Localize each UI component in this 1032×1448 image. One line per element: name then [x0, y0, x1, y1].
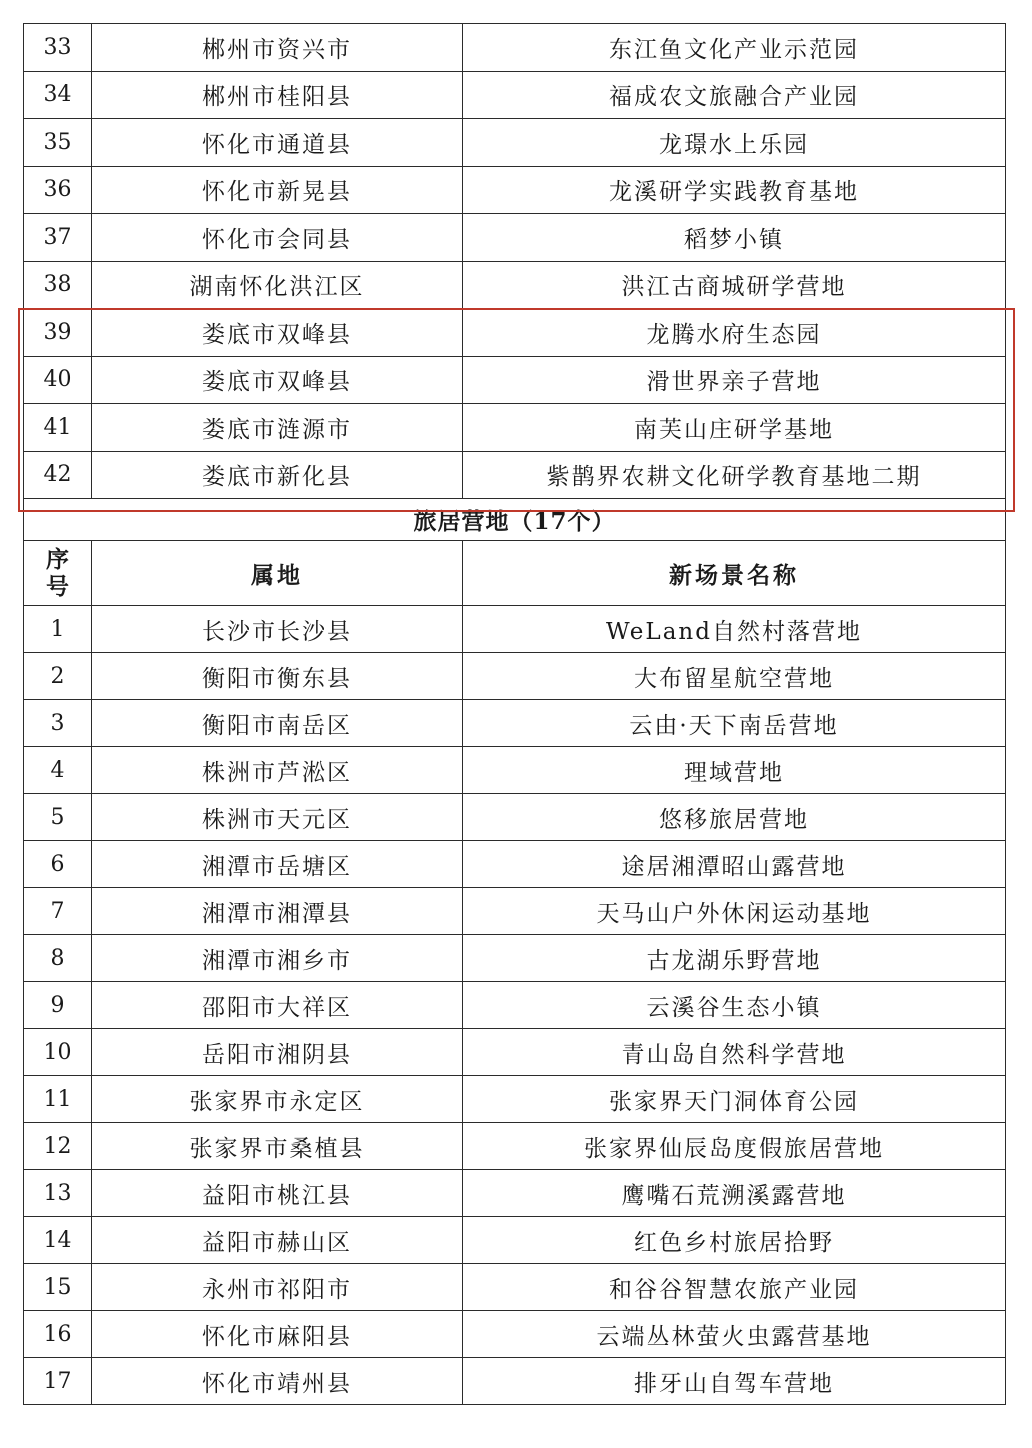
- row-number: 38: [24, 261, 92, 309]
- header-location: 属地: [92, 541, 463, 606]
- row-number: 11: [24, 1076, 92, 1123]
- row-location: 邵阳市大祥区: [92, 982, 463, 1029]
- row-number: 42: [24, 451, 92, 499]
- table-row: [24, 309, 1006, 357]
- camp-rows: [24, 606, 1006, 1405]
- table-row: [24, 166, 1006, 214]
- table-row: [24, 700, 1006, 747]
- row-scene-name: 和谷谷智慧农旅产业园: [463, 1264, 1006, 1311]
- row-number: 10: [24, 1029, 92, 1076]
- row-scene-name: 张家界仙辰岛度假旅居营地: [463, 1123, 1006, 1170]
- row-location: 永州市祁阳市: [92, 1264, 463, 1311]
- row-number: 35: [24, 119, 92, 167]
- row-number: 37: [24, 214, 92, 262]
- table-row: [24, 888, 1006, 935]
- scene-list-table: [23, 23, 1006, 1405]
- row-scene-name: 大布留星航空营地: [463, 653, 1006, 700]
- section-title-row: [24, 499, 1006, 541]
- row-number: 15: [24, 1264, 92, 1311]
- header-row: [24, 541, 1006, 606]
- table-row: [24, 261, 1006, 309]
- row-scene-name: 稻梦小镇: [463, 214, 1006, 262]
- table-row: [24, 653, 1006, 700]
- row-location: 衡阳市衡东县: [92, 653, 463, 700]
- row-number: 9: [24, 982, 92, 1029]
- header-name: 新场景名称: [463, 541, 1006, 606]
- header-seq-label: 序号: [46, 546, 69, 600]
- table-row: [24, 214, 1006, 262]
- row-scene-name: 红色乡村旅居拾野: [463, 1217, 1006, 1264]
- row-scene-name: 云端丛林萤火虫露营基地: [463, 1311, 1006, 1358]
- table-row: [24, 1170, 1006, 1217]
- row-location: 娄底市双峰县: [92, 356, 463, 404]
- row-location: 益阳市桃江县: [92, 1170, 463, 1217]
- row-location: 娄底市双峰县: [92, 309, 463, 357]
- row-number: 41: [24, 404, 92, 452]
- camp-section: [24, 499, 1006, 606]
- row-number: 3: [24, 700, 92, 747]
- row-number: 12: [24, 1123, 92, 1170]
- row-scene-name: 排牙山自驾车营地: [463, 1358, 1006, 1405]
- row-number: 13: [24, 1170, 92, 1217]
- header-seq: [24, 541, 92, 606]
- row-location: 怀化市新晃县: [92, 166, 463, 214]
- row-location: 怀化市通道县: [92, 119, 463, 167]
- table-row: [24, 356, 1006, 404]
- row-scene-name: 龙腾水府生态园: [463, 309, 1006, 357]
- row-location: 益阳市赫山区: [92, 1217, 463, 1264]
- section-title: 旅居营地（17个）: [24, 499, 1006, 541]
- table-row: [24, 841, 1006, 888]
- row-location: 张家界市桑植县: [92, 1123, 463, 1170]
- row-scene-name: 云溪谷生态小镇: [463, 982, 1006, 1029]
- row-scene-name: 福成农文旅融合产业园: [463, 71, 1006, 119]
- row-scene-name: WeLand自然村落营地: [463, 606, 1006, 653]
- row-scene-name: 东江鱼文化产业示范园: [463, 24, 1006, 72]
- document-page: [23, 23, 1005, 1405]
- row-location: 株洲市天元区: [92, 794, 463, 841]
- table-row: [24, 606, 1006, 653]
- row-scene-name: 滑世界亲子营地: [463, 356, 1006, 404]
- table-row: [24, 451, 1006, 499]
- row-number: 40: [24, 356, 92, 404]
- row-scene-name: 天马山户外休闲运动基地: [463, 888, 1006, 935]
- row-scene-name: 洪江古商城研学营地: [463, 261, 1006, 309]
- row-scene-name: 云由·天下南岳营地: [463, 700, 1006, 747]
- row-scene-name: 鹰嘴石荒溯溪露营地: [463, 1170, 1006, 1217]
- row-location: 怀化市麻阳县: [92, 1311, 463, 1358]
- table-row: [24, 794, 1006, 841]
- row-location: 怀化市靖州县: [92, 1358, 463, 1405]
- row-scene-name: 古龙湖乐野营地: [463, 935, 1006, 982]
- row-number: 14: [24, 1217, 92, 1264]
- row-location: 张家界市永定区: [92, 1076, 463, 1123]
- row-number: 33: [24, 24, 92, 72]
- table-row: [24, 1264, 1006, 1311]
- study-base-rows: [24, 24, 1006, 499]
- row-number: 7: [24, 888, 92, 935]
- row-number: 8: [24, 935, 92, 982]
- row-location: 娄底市新化县: [92, 451, 463, 499]
- row-scene-name: 张家界天门洞体育公园: [463, 1076, 1006, 1123]
- table-row: [24, 1076, 1006, 1123]
- table-row: [24, 747, 1006, 794]
- table-row: [24, 71, 1006, 119]
- row-location: 郴州市桂阳县: [92, 71, 463, 119]
- row-location: 株洲市芦淞区: [92, 747, 463, 794]
- row-number: 1: [24, 606, 92, 653]
- row-number: 36: [24, 166, 92, 214]
- row-number: 2: [24, 653, 92, 700]
- row-location: 岳阳市湘阴县: [92, 1029, 463, 1076]
- row-number: 17: [24, 1358, 92, 1405]
- row-location: 湖南怀化洪江区: [92, 261, 463, 309]
- table-row: [24, 119, 1006, 167]
- table-row: [24, 1358, 1006, 1405]
- row-location: 湘潭市湘乡市: [92, 935, 463, 982]
- table-row: [24, 1029, 1006, 1076]
- row-scene-name: 紫鹊界农耕文化研学教育基地二期: [463, 451, 1006, 499]
- row-location: 湘潭市岳塘区: [92, 841, 463, 888]
- table-row: [24, 1217, 1006, 1264]
- row-scene-name: 青山岛自然科学营地: [463, 1029, 1006, 1076]
- row-number: 4: [24, 747, 92, 794]
- row-number: 34: [24, 71, 92, 119]
- row-number: 39: [24, 309, 92, 357]
- row-scene-name: 理域营地: [463, 747, 1006, 794]
- row-number: 6: [24, 841, 92, 888]
- row-location: 衡阳市南岳区: [92, 700, 463, 747]
- row-number: 16: [24, 1311, 92, 1358]
- row-scene-name: 南芙山庄研学基地: [463, 404, 1006, 452]
- row-location: 长沙市长沙县: [92, 606, 463, 653]
- table-row: [24, 24, 1006, 72]
- row-scene-name: 悠移旅居营地: [463, 794, 1006, 841]
- table-row: [24, 1311, 1006, 1358]
- row-scene-name: 龙璟水上乐园: [463, 119, 1006, 167]
- row-location: 娄底市涟源市: [92, 404, 463, 452]
- row-location: 怀化市会同县: [92, 214, 463, 262]
- row-location: 郴州市资兴市: [92, 24, 463, 72]
- row-number: 5: [24, 794, 92, 841]
- row-scene-name: 龙溪研学实践教育基地: [463, 166, 1006, 214]
- row-location: 湘潭市湘潭县: [92, 888, 463, 935]
- table-row: [24, 404, 1006, 452]
- table-row: [24, 1123, 1006, 1170]
- table-row: [24, 935, 1006, 982]
- table-row: [24, 982, 1006, 1029]
- row-scene-name: 途居湘潭昭山露营地: [463, 841, 1006, 888]
